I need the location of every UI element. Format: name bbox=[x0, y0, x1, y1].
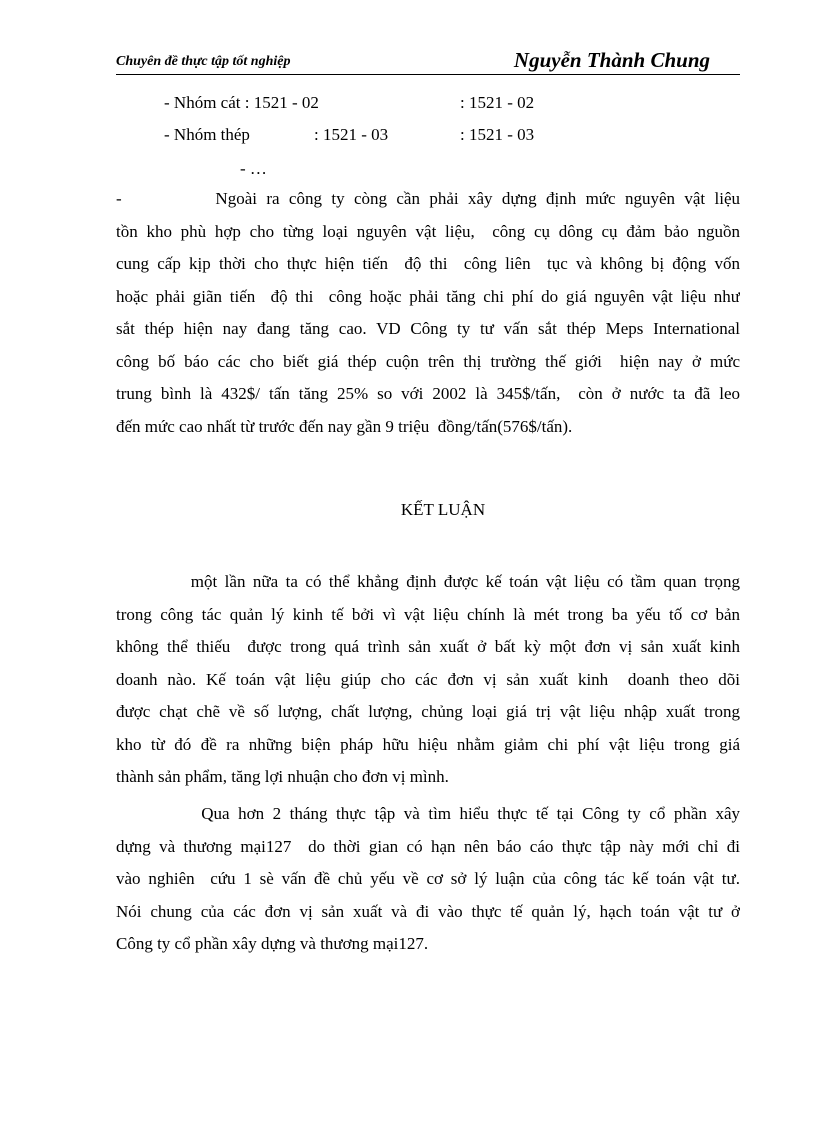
text-line: sắt thép hiện nay đang tăng cao. VD Công ty tư vấn sắt thép Meps International bbox=[116, 319, 740, 338]
paragraph-conclusion-importance bbox=[116, 566, 740, 794]
header-author-name: Nguyễn Thành Chung bbox=[513, 48, 710, 72]
text-line: trung bình là 432$/ tấn tăng 25% so với 2002 là 345$/tấn, còn ở nước ta đã leo bbox=[116, 384, 740, 403]
list-item-label: - … bbox=[240, 159, 267, 178]
list-item-nhom-cat bbox=[164, 91, 724, 115]
header-document-type: Chuyên đề thực tập tốt nghiệp bbox=[116, 54, 291, 69]
text-line: hoặc phải giãn tiến độ thi công hoặc phải tăng chi phí do giá nguyên vật liệu như bbox=[116, 286, 740, 306]
list-item-code: : 1521 - 02 bbox=[460, 93, 535, 112]
paragraph-inventory-norms bbox=[116, 183, 740, 443]
text-line: kho từ đó đề ra những biện pháp hữu hiệu nhằm giảm chi phí vật liệu trong giá bbox=[116, 734, 740, 754]
text-line: không thể thiếu được trong quá trình sản xuất ở bất kỳ một đơn vị sản xuất kinh bbox=[116, 637, 740, 656]
page-header bbox=[116, 46, 740, 75]
text-line: Nói chung của các đơn vị sản xuất và đi vào thực tế quản lý, hạch toán vật tư ở bbox=[116, 901, 740, 921]
list-item-ellipsis bbox=[240, 157, 440, 181]
text-line: đến mức cao nhất từ trước đến nay gần 9 triệu đồng/tấn(576$/tấn). bbox=[116, 416, 573, 436]
text-line: một lần nữa ta có thể khẳng định được kế toán vật liệu có tầm quan trọng bbox=[116, 572, 740, 591]
text-line: doanh nào. Kế toán vật liệu giúp cho các đơn vị sản xuất kinh doanh theo dõi bbox=[116, 669, 740, 689]
section-heading-conclusion: KẾT LUẬN bbox=[400, 500, 486, 519]
list-item-code: : 1521 - 03 bbox=[460, 125, 535, 144]
list-item-label: - Nhóm thép bbox=[164, 125, 250, 144]
text-line: công bố báo các cho biết giá thép cuộn trên thị trường thế giới hiện nay ở mức bbox=[116, 351, 740, 371]
text-line: thành sản phẩm, tăng lợi nhuận cho đơn vị mình. bbox=[116, 767, 449, 786]
list-item-mid-code: : 1521 - 03 bbox=[314, 125, 389, 144]
text-line: Công ty cổ phần xây dựng và thương mại127. bbox=[116, 934, 429, 953]
text-line: - Ngoài ra công ty còng cần phải xây dựng định mức nguyên vật liệu bbox=[116, 189, 740, 208]
text-line: tồn kho phù hợp cho từng loại nguyên vật liệu, công cụ dông cụ đảm bảo nguồn bbox=[116, 221, 740, 241]
list-item-label: - Nhóm cát : 1521 - 02 bbox=[164, 93, 319, 112]
text-line: dựng và thương mại127 do thời gian có hạn nên báo cáo thực tập này mới chỉ đi bbox=[116, 836, 740, 856]
text-line: được chạt chẽ về số lượng, chất lượng, chủng loại giá trị vật liệu nhập xuất trong bbox=[116, 702, 740, 721]
text-line: cung cấp kịp thời cho thực hiện tiến độ thi công liên tục và không bị động vốn bbox=[116, 254, 740, 273]
text-line: Qua hơn 2 tháng thực tập và tìm hiểu thực tế tại Công ty cổ phần xây bbox=[116, 804, 740, 823]
paragraph-internship-summary bbox=[116, 798, 740, 961]
text-line: vào nghiên cứu 1 sè vấn đề chủ yếu về cơ sở lý luận của công tác kế toán vật tư. bbox=[116, 869, 740, 888]
list-item-nhom-thep bbox=[164, 123, 724, 147]
text-line: trong công tác quản lý kinh tế bởi vì vật liệu chính là mét trong ba yếu tố cơ bản bbox=[116, 604, 740, 624]
